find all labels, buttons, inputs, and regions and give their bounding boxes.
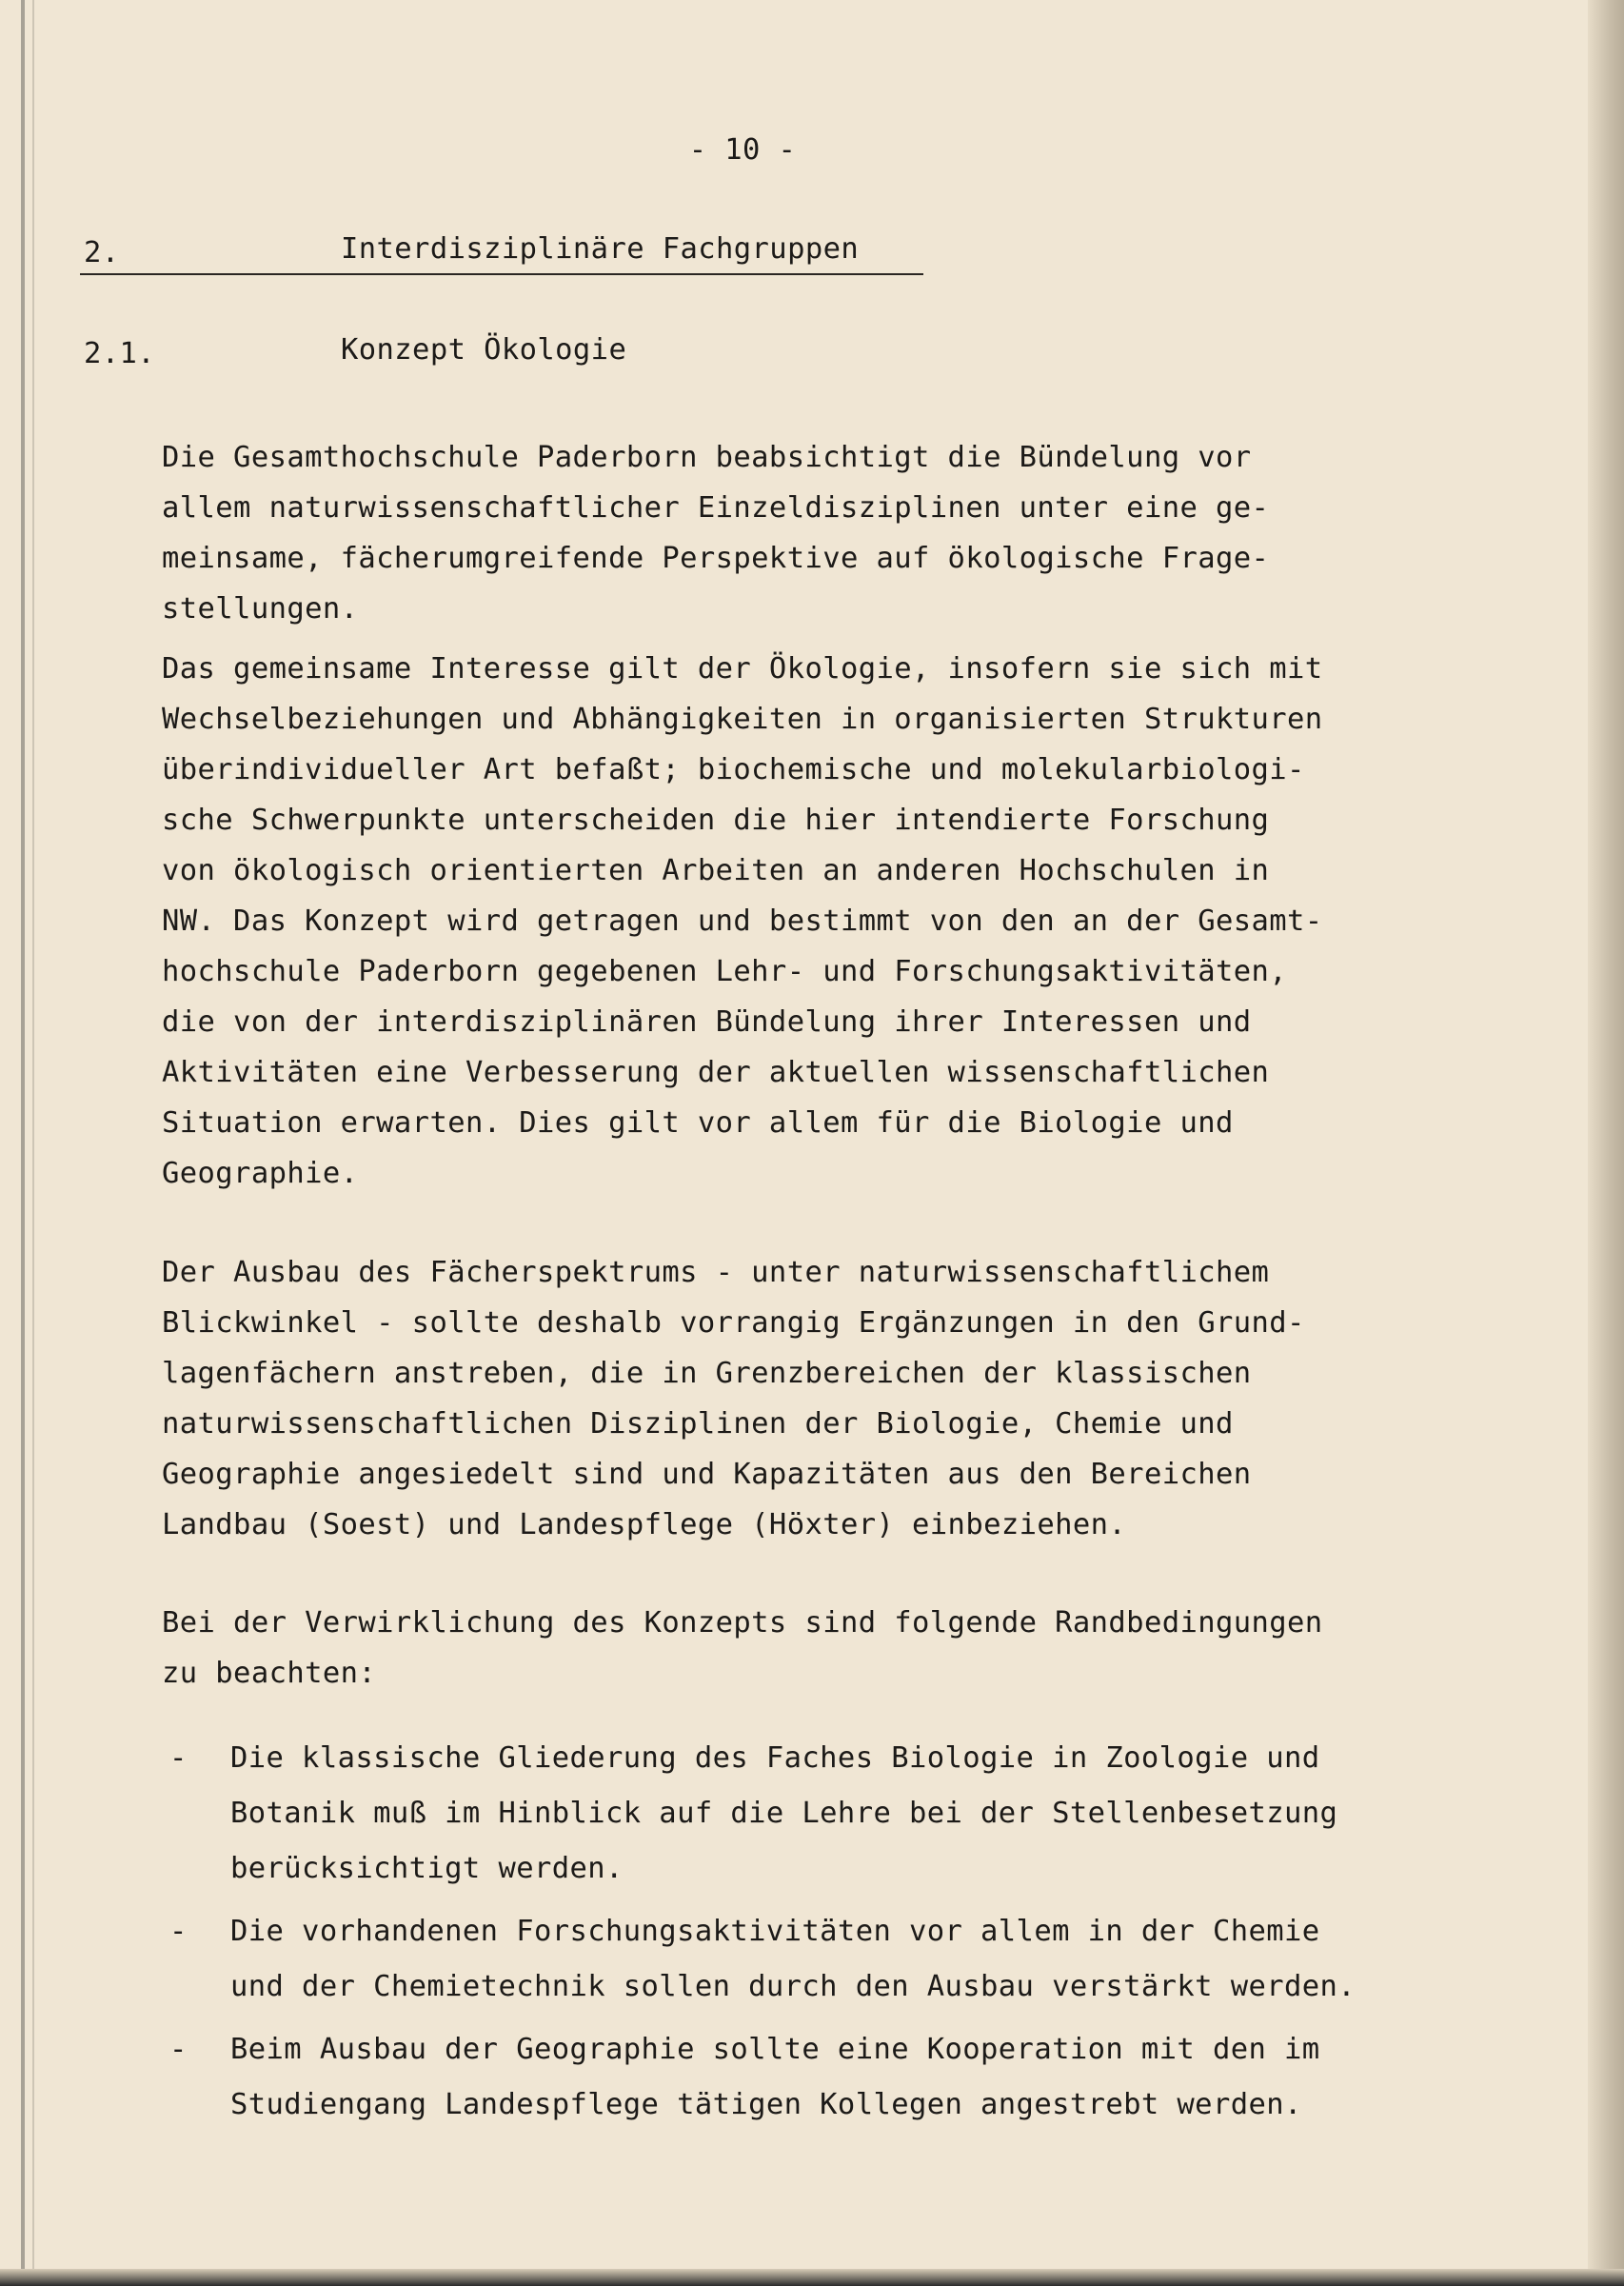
text-line: Situation erwarten. Dies gilt vor allem für die Biologie und	[162, 1106, 1234, 1140]
conditions-list	[169, 1731, 1521, 2140]
text-line: meinsame, fächerumgreifende Perspektive auf ökologische Frage-	[162, 542, 1270, 575]
paragraph-expansion	[162, 1247, 1514, 1550]
list-bullet: -	[169, 1915, 188, 1948]
paragraph-intro	[162, 432, 1514, 634]
text-line: berücksichtigt werden.	[230, 1852, 624, 1885]
text-line: Wechselbeziehungen und Abhängigkeiten in organisierten Strukturen	[162, 703, 1323, 736]
binding-edge-inner	[32, 0, 34, 2286]
binding-edge	[21, 0, 25, 2286]
paragraph-interest	[162, 644, 1514, 1199]
text-line: Die vorhandenen Forschungsaktivitäten vor allem in der Chemie	[230, 1915, 1320, 1948]
text-line: Die Gesamthochschule Paderborn beabsichtigt die Bündelung vor	[162, 441, 1252, 474]
text-line: allem naturwissenschaftlicher Einzeldisziplinen unter eine ge-	[162, 491, 1270, 525]
text-line: hochschule Paderborn gegebenen Lehr- und Forschungsaktivitäten,	[162, 955, 1288, 988]
text-line: Botanik muß im Hinblick auf die Lehre bei der Stellenbesetzung	[230, 1797, 1338, 1830]
text-line: stellungen.	[162, 592, 359, 626]
subsection-title: Konzept Ökologie	[341, 333, 627, 367]
text-line: Beim Ausbau der Geographie sollte eine Kooperation mit den im	[230, 2033, 1320, 2066]
text-line: lagenfächern anstreben, die in Grenzbereichen der klassischen	[162, 1357, 1252, 1390]
page-number: - 10 -	[688, 133, 797, 167]
text-line: Das gemeinsame Interesse gilt der Ökologie, insofern sie sich mit	[162, 652, 1323, 686]
list-bullet: -	[169, 2033, 188, 2066]
section-title: Interdisziplinäre Fachgruppen	[341, 232, 860, 266]
page-right-edge	[1588, 0, 1624, 2286]
text-line: Die klassische Gliederung des Faches Biologie in Zoologie und	[230, 1741, 1320, 1775]
text-line: zu beachten:	[162, 1657, 377, 1690]
list-bullet: -	[169, 1741, 188, 1775]
list-item	[169, 1904, 1521, 2015]
text-line: sche Schwerpunkte unterscheiden die hier intendierte Forschung	[162, 804, 1270, 837]
text-line: Bei der Verwirklichung des Konzepts sind folgende Randbedingungen	[162, 1606, 1323, 1640]
subsection-number: 2.1.	[84, 337, 156, 370]
list-item	[169, 2022, 1521, 2133]
text-line: Geographie angesiedelt sind und Kapazitäten aus den Bereichen	[162, 1458, 1252, 1491]
section-number: 2.	[84, 236, 120, 269]
text-line: Aktivitäten eine Verbesserung der aktuellen wissenschaftlichen	[162, 1056, 1270, 1089]
paragraph-conditions	[162, 1598, 1514, 1699]
text-line: von ökologisch orientierten Arbeiten an anderen Hochschulen in	[162, 854, 1270, 887]
text-line: die von der interdisziplinären Bündelung ihrer Interessen und	[162, 1005, 1252, 1039]
text-line: und der Chemietechnik sollen durch den Ausbau verstärkt werden.	[230, 1970, 1357, 2003]
page-bottom-edge	[0, 2269, 1624, 2286]
text-line: Blickwinkel - sollte deshalb vorrangig Ergänzungen in den Grund-	[162, 1306, 1305, 1340]
text-line: NW. Das Konzept wird getragen und bestimmt von den an der Gesamt-	[162, 904, 1323, 938]
text-line: Studiengang Landespflege tätigen Kollegen angestrebt werden.	[230, 2088, 1302, 2121]
text-line: überindividueller Art befaßt; biochemische und molekularbiologi-	[162, 753, 1305, 786]
text-line: Geographie.	[162, 1157, 359, 1190]
text-line: Landbau (Soest) und Landespflege (Höxter) einbeziehen.	[162, 1508, 1127, 1541]
text-line: Der Ausbau des Fächerspektrums - unter naturwissenschaftlichem	[162, 1256, 1270, 1289]
list-item	[169, 1731, 1521, 1897]
section-underline	[80, 273, 923, 275]
text-line: naturwissenschaftlichen Disziplinen der Biologie, Chemie und	[162, 1407, 1234, 1441]
